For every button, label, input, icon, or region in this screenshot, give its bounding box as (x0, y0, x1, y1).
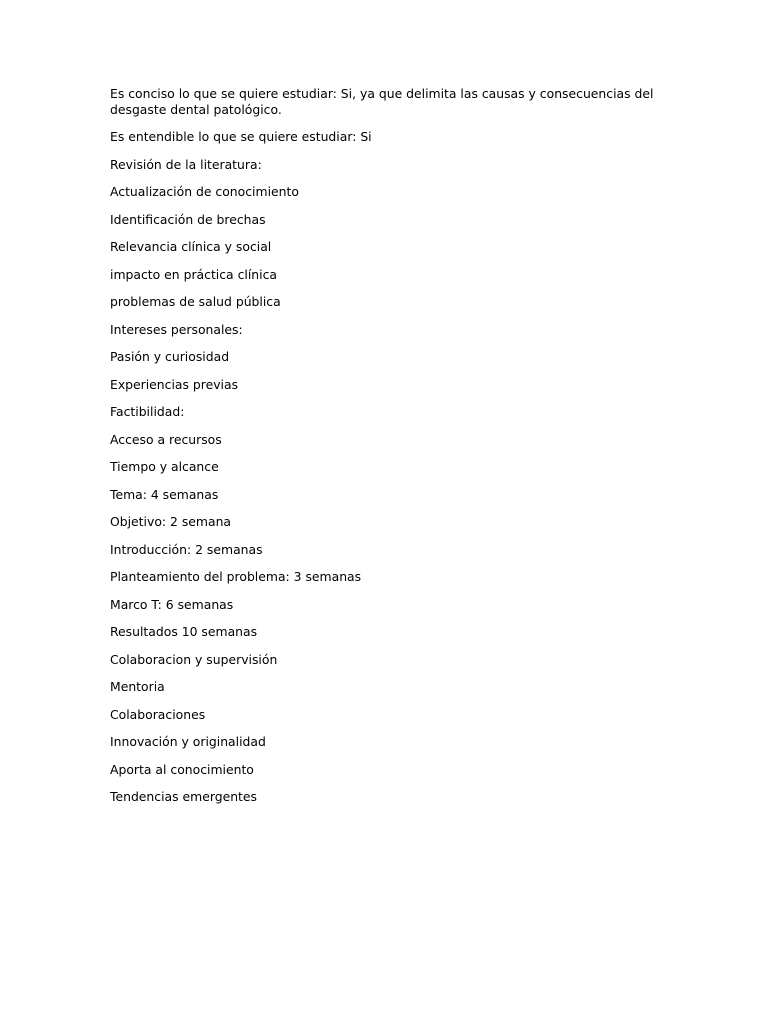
paragraph-concise: Es conciso lo que se quiere estudiar: Si, ya que delimita las causas y consecuencias del desgaste dental patológico. (110, 86, 654, 117)
paragraph-previous-experience: Experiencias previas (110, 376, 239, 392)
paragraph-literature-review: Revisión de la literatura: (110, 156, 262, 172)
paragraph-results-weeks: Resultados 10 semanas (110, 624, 258, 639)
document-body (110, 86, 665, 816)
paragraph-framework-weeks: Marco T: 6 semanas (110, 596, 234, 612)
paragraph-innovation-originality: Innovación y originalidad (110, 734, 266, 749)
paragraph-knowledge-update: Actualización de conocimiento (110, 184, 299, 199)
paragraph-collaboration-supervision: Colaboracion y supervisión (110, 651, 278, 667)
paragraph-feasibility: Factibilidad: (110, 404, 185, 419)
paragraph-introduction-weeks: Introducción: 2 semanas (110, 541, 263, 557)
paragraph-public-health: problemas de salud pública (110, 294, 281, 309)
paragraph-personal-interests: Intereses personales: (110, 321, 243, 337)
paragraph-passion-curiosity: Pasión y curiosidad (110, 349, 230, 364)
paragraph-objective-weeks: Objetivo: 2 semana (110, 514, 232, 529)
paragraph-gap-identification: Identificación de brechas (110, 211, 266, 227)
paragraph-time-scope: Tiempo y alcance (110, 459, 219, 474)
paragraph-collaborations: Colaboraciones (110, 706, 206, 722)
paragraph-problem-statement-weeks: Planteamiento del problema: 3 semanas (110, 569, 362, 584)
paragraph-mentoring: Mentoria (110, 679, 165, 694)
paragraph-clinical-social-relevance: Relevancia clínica y social (110, 239, 272, 254)
paragraph-clinical-impact: impacto en práctica clínica (110, 266, 277, 282)
paragraph-topic-weeks: Tema: 4 semanas (110, 486, 219, 502)
paragraph-knowledge-contribution: Aporta al conocimiento (110, 761, 254, 777)
paragraph-understandable: Es entendible lo que se quiere estudiar: Si (110, 129, 372, 144)
paragraph-resource-access: Acceso a recursos (110, 431, 222, 447)
paragraph-emerging-trends: Tendencias emergentes (110, 789, 257, 804)
